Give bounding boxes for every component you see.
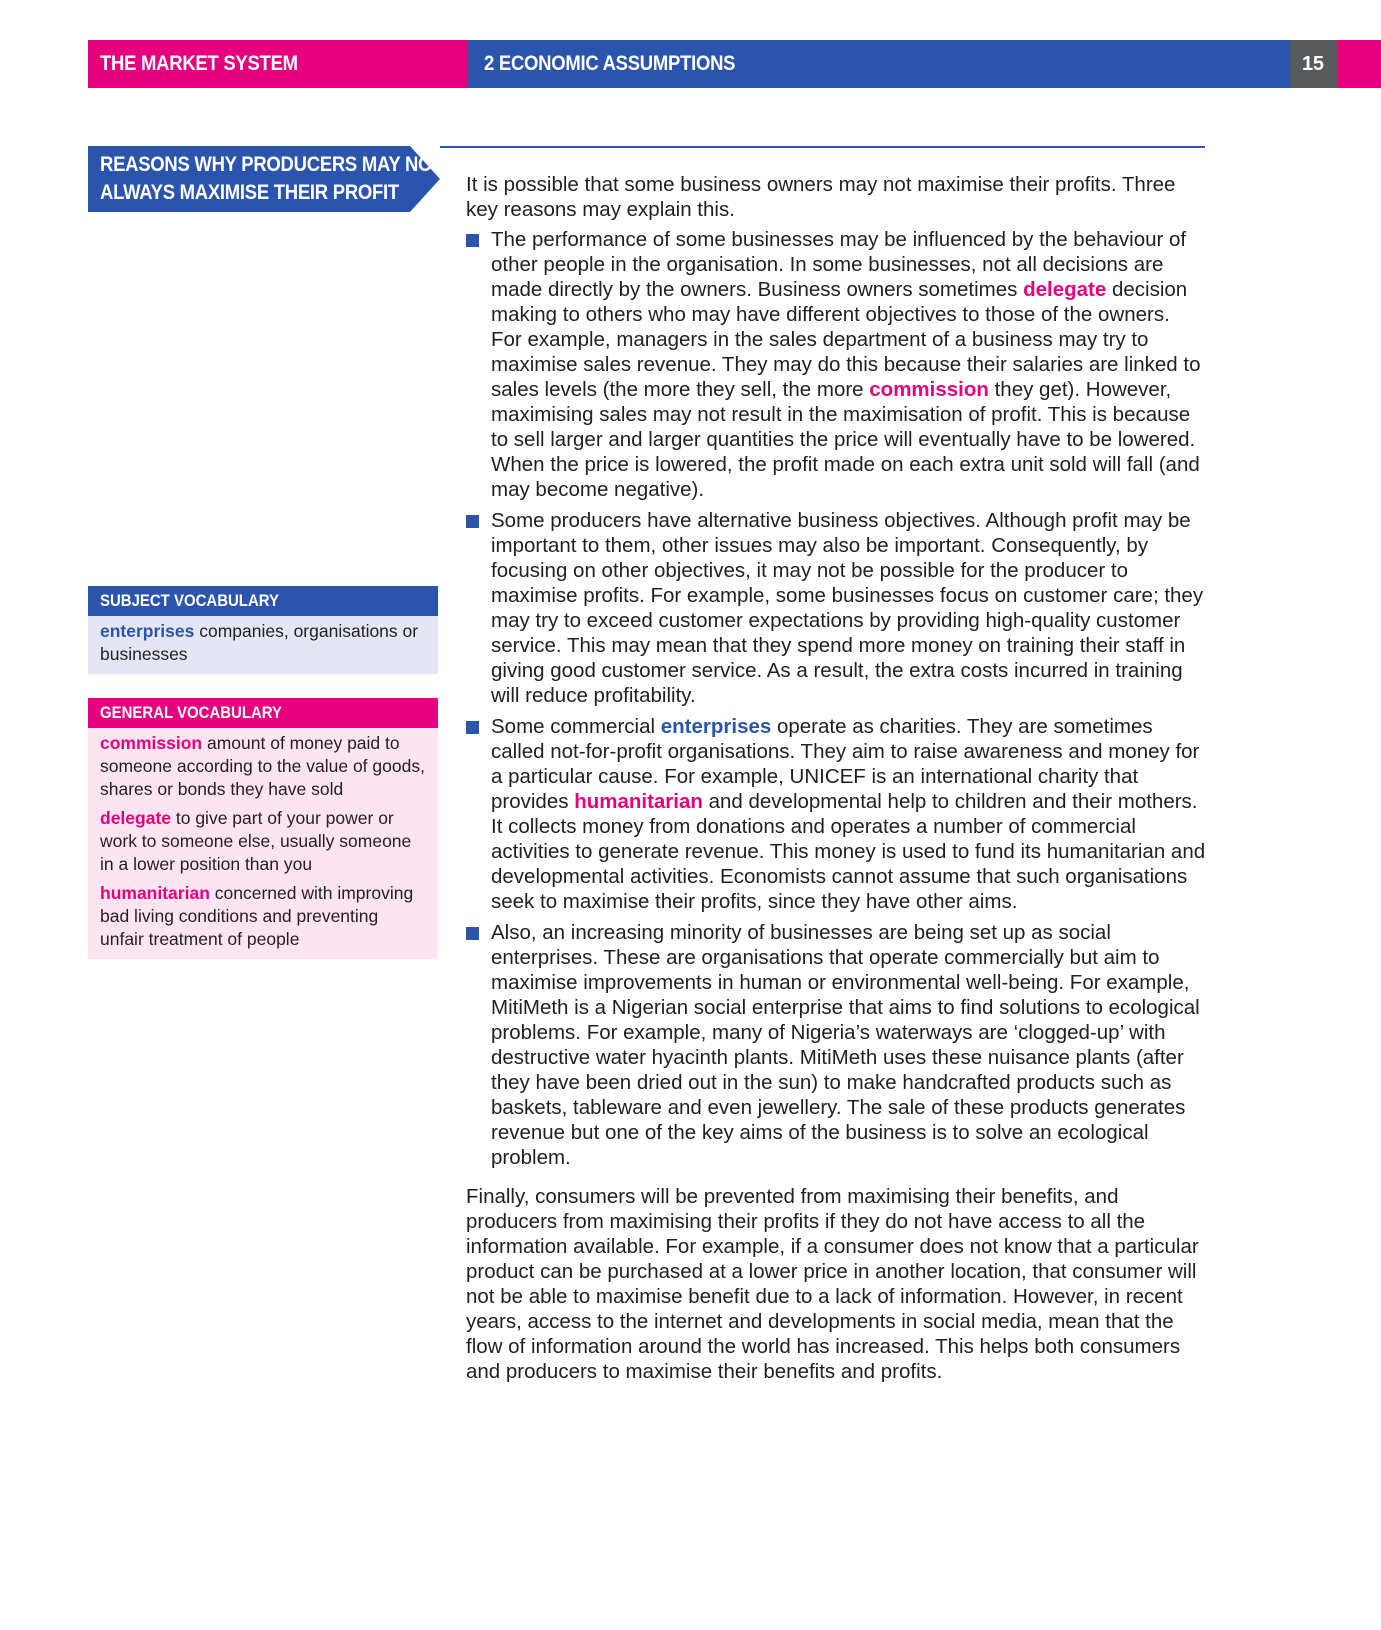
text-run: they get). However, maximising sales may not result in the maximisation of profit. This is because to sell larger and larger quantities the price will eventually have to be lowered. When the price is lowered, the profit made on each extra unit sold will fall (and may become negative). bbox=[491, 378, 1200, 501]
reason-text bbox=[491, 715, 1205, 913]
square-bullet-icon bbox=[466, 515, 479, 528]
subject-vocabulary-title-text: SUBJECT VOCABULARY bbox=[100, 591, 279, 610]
key-term: delegate bbox=[1023, 278, 1107, 301]
square-bullet-icon bbox=[466, 234, 479, 247]
reason-text bbox=[491, 228, 1201, 501]
reasons-list bbox=[466, 227, 1206, 1170]
section-title: THE MARKET SYSTEM bbox=[100, 52, 298, 75]
text-run: Some commercial bbox=[491, 715, 661, 738]
general-vocabulary-title-text: GENERAL VOCABULARY bbox=[100, 703, 283, 722]
section-heading-box bbox=[88, 146, 444, 212]
vocabulary-definition: companies, organisations or businesses bbox=[100, 621, 419, 664]
intro-paragraph: It is possible that some business owners may not maximise their profits. Three key reasons may explain this. bbox=[466, 173, 1176, 221]
reason-item bbox=[466, 714, 1206, 914]
reason-text bbox=[491, 921, 1200, 1169]
subject-vocabulary-title bbox=[88, 586, 438, 616]
reason-item bbox=[466, 508, 1206, 708]
text-run: Also, an increasing minority of businesses are being set up as social enterprises. These are organisations that operate commercially but aim to maximise improvements in human or environmental well-being. For example, MitiMeth is a Nigerian social enterprise that aims to find solutions to ecological problems. For example, many of Nigeria’s waterways are ‘clogged-up’ with destructive water hyacinth plants. MitiMeth uses these nuisance plants (after they have been dried out in the sun) to make handcrafted products such as baskets, tableware and even jewellery. The sale of these products generates revenue but one of the key aims of the business is to solve an ecological problem. bbox=[491, 921, 1200, 1169]
key-term: commission bbox=[869, 378, 989, 401]
vocabulary-definition: to give part of your power or work to someone else, usually someone in a lower position than you bbox=[100, 808, 412, 874]
reason-item bbox=[466, 227, 1206, 502]
vocabulary-term: delegate bbox=[100, 808, 171, 828]
conclusion-paragraph: Finally, consumers will be prevented from maximising their benefits, and producers from maximising their profits if they do not have access to all the information available. For example, if a consumer does not know that a particular product can be purchased at a lower price in another location, that consumer will not be able to maximise benefit due to a lack of information. However, in recent years, access to the internet and developments in social media, mean that the flow of information around the world has increased. This helps both consumers and producers to maximise their benefits and profits. bbox=[466, 1185, 1199, 1383]
text-run: The performance of some businesses may be influenced by the behaviour of other people in the organisation. In some businesses, not all decisions are made directly by the owners. Business owners sometimes bbox=[491, 228, 1187, 301]
square-bullet-icon bbox=[466, 927, 479, 940]
vocabulary-entry bbox=[100, 732, 426, 801]
subject-vocabulary-box bbox=[88, 586, 438, 674]
section-tab bbox=[88, 40, 468, 88]
main-text-column bbox=[466, 172, 1206, 1384]
key-term: humanitarian bbox=[574, 790, 703, 813]
square-bullet-icon bbox=[466, 721, 479, 734]
vocabulary-entry bbox=[100, 882, 426, 951]
vocabulary-entry bbox=[100, 807, 426, 876]
header-edge-tab bbox=[1338, 40, 1381, 88]
text-run: operate as charities. They are sometimes called not-for-profit organisations. They aim to raise awareness and money for a particular cause. For example, UNICEF is an international charity that provides bbox=[491, 715, 1200, 813]
general-vocabulary-list bbox=[88, 728, 438, 959]
section-heading-line: REASONS WHY PRODUCERS MAY NOT bbox=[100, 153, 444, 176]
vocabulary-term: humanitarian bbox=[100, 883, 210, 903]
text-run: and developmental help to children and their mothers. It collects money from donations and operates a number of commercial activities to generate revenue. This money is used to fund its humanitarian and developmental activities. Economists cannot assume that such organisations seek to maximise their profits, since they have other aims. bbox=[491, 790, 1206, 913]
vocabulary-entry bbox=[100, 620, 426, 666]
general-vocabulary-title bbox=[88, 698, 438, 728]
reason-item bbox=[466, 920, 1206, 1170]
section-heading-line: ALWAYS MAXIMISE THEIR PROFIT bbox=[100, 181, 399, 204]
chapter-title: 2 ECONOMIC ASSUMPTIONS bbox=[484, 52, 736, 75]
page-number-tab bbox=[1290, 40, 1338, 88]
subject-vocabulary-list bbox=[88, 616, 438, 674]
vocabulary-definition: amount of money paid to someone according to the value of goods, shares or bonds they have sold bbox=[100, 733, 425, 799]
text-run: Some producers have alternative business objectives. Although profit may be important to them, other issues may also be important. Consequently, by focusing on other objectives, it may not be possible for the producer to maximise profits. For example, some businesses focus on customer care; they may try to exceed customer expectations by providing high-quality customer service. This may mean that they spend more money on training their staff in giving good customer service. As a result, the extra costs incurred in training will reduce profitability. bbox=[491, 509, 1204, 707]
page-header bbox=[88, 40, 1324, 88]
key-term: enterprises bbox=[660, 715, 772, 738]
section-heading bbox=[100, 151, 444, 207]
reason-text bbox=[491, 509, 1203, 707]
vocabulary-term: commission bbox=[100, 733, 203, 753]
chapter-tab bbox=[468, 40, 1290, 88]
page-number: 15 bbox=[1302, 53, 1324, 75]
text-run: decision making to others who may have different objectives to those of the owners. For example, managers in the sales department of a business may try to maximise sales revenue. They may do this because their salaries are linked to sales levels (the more they sell, the more bbox=[491, 278, 1201, 401]
vocabulary-definition: concerned with improving bad living conditions and preventing unfair treatment of people bbox=[100, 883, 414, 949]
section-divider bbox=[440, 146, 1205, 148]
general-vocabulary-box bbox=[88, 698, 438, 959]
vocabulary-term: enterprises bbox=[100, 621, 195, 641]
